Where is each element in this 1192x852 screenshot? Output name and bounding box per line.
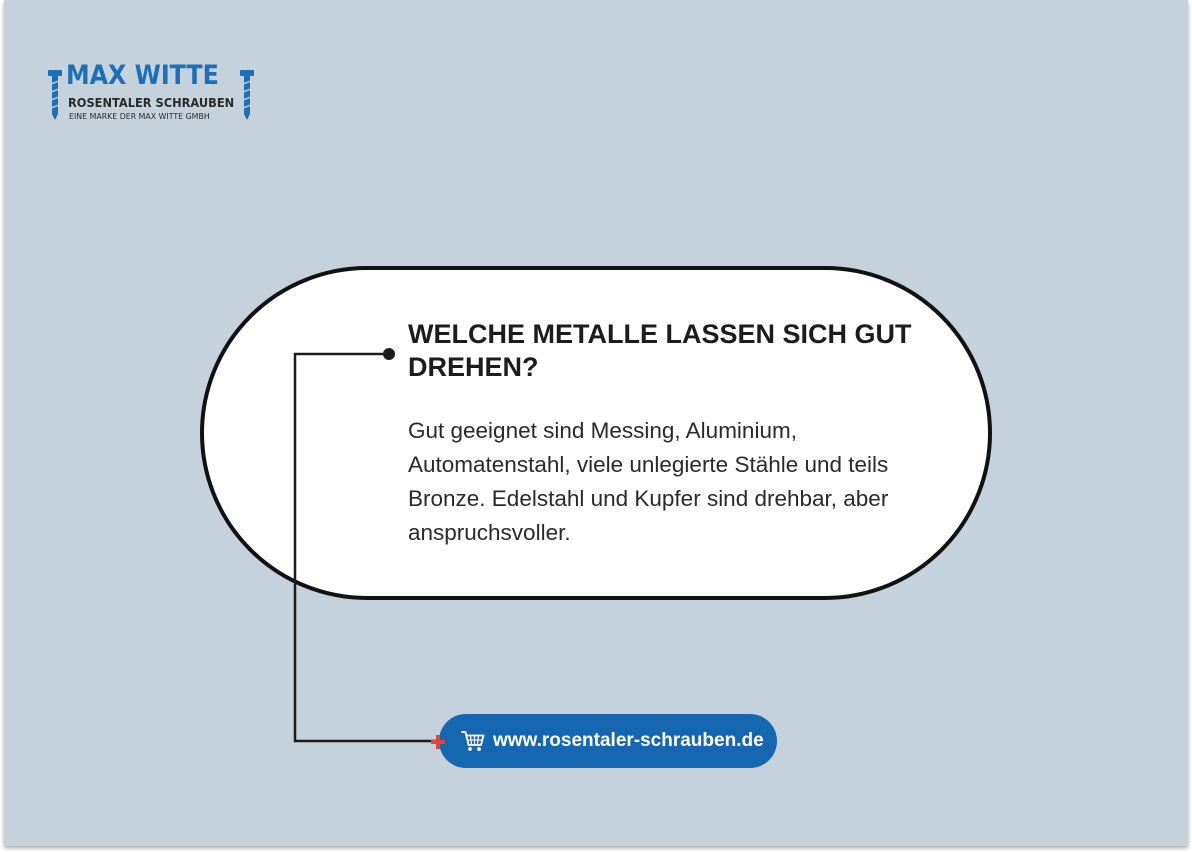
brand-name: MAX WITTE <box>66 60 219 91</box>
shopping-cart-icon <box>461 730 485 752</box>
faq-answer: Gut geeignet sind Messing, Aluminium, Automatenstahl, viele unlegierte Stähle und teils Bronze. Edelstahl und Kupfer sind drehbar, aber anspruchsvoller. <box>408 418 889 545</box>
screw-icon <box>240 70 254 120</box>
shop-url-text: www.rosentaler-schrauben.de <box>493 730 764 751</box>
brand-logo <box>48 60 260 122</box>
screw-icon <box>48 70 62 120</box>
plus-icon <box>429 733 447 751</box>
brand-tagline: EINE MARKE DER MAX WITTE GMBH <box>69 112 210 121</box>
shop-link-button[interactable] <box>439 714 777 768</box>
brand-subtitle: ROSENTALER SCHRAUBEN <box>68 96 235 110</box>
faq-question: WELCHE METALLE LASSEN SICH GUT DREHEN? <box>408 319 912 382</box>
